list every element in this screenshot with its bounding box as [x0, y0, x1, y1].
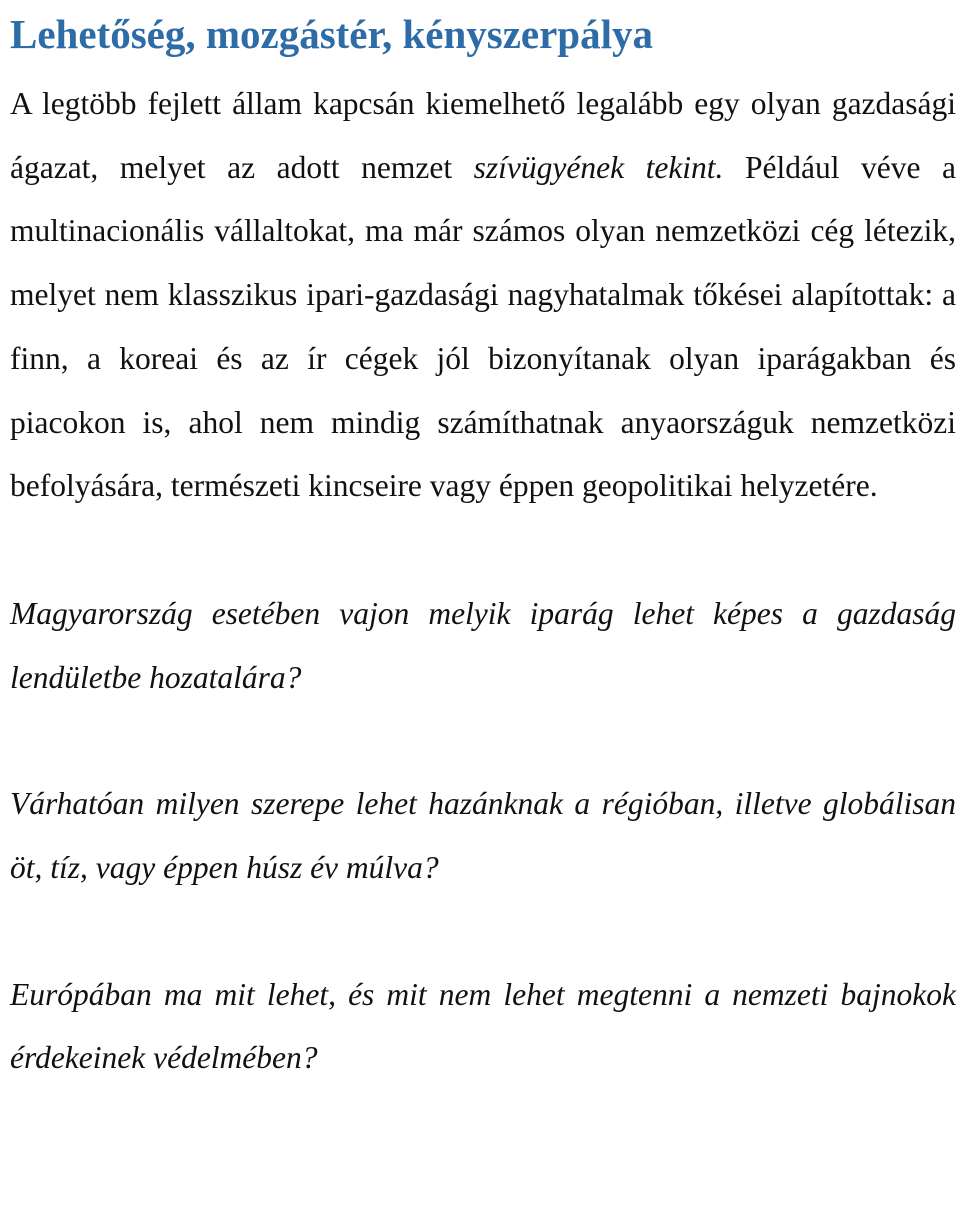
question-paragraph: Magyarország esetében vajon melyik iparág lehet képes a gazdaság lendületbe hozatalára?: [10, 595, 956, 695]
intro-paragraph: [10, 72, 956, 518]
intro-emphasis: szívügyének tekint.: [473, 149, 724, 185]
question-paragraph: Európában ma mit lehet, és mit nem lehet megtenni a nemzeti bajnokok érdekeinek védelmében?: [10, 976, 956, 1076]
document-page: [10, 0, 956, 1090]
document-title: Lehetőség, mozgástér, kényszerpálya: [10, 11, 653, 57]
intro-text-start: A legtöbb fejlett állam kapcsán kiemelhető legalább egy olyan gazdasági ágazat, melyet az adott nemzet: [10, 86, 956, 185]
question-paragraph: Várhatóan milyen szerepe lehet hazánknak a régióban, illetve globálisan öt, tíz, vagy éppen húsz év múlva?: [10, 786, 956, 886]
intro-text-end: Például véve a multinacionális vállaltokat, ma már számos olyan nemzetközi cég létezik, melyet nem klasszikus ipari-gazdasági nagyhatalmak tőkései alapítottak: a finn, a koreai és az ír cégek jól bizonyítanak olyan iparágakban és piacokon is, ahol nem mindig számíthatnak anyaországuk nemzetközi befolyására, természeti kincseire vagy éppen geopolitikai helyzetére.: [10, 149, 956, 504]
